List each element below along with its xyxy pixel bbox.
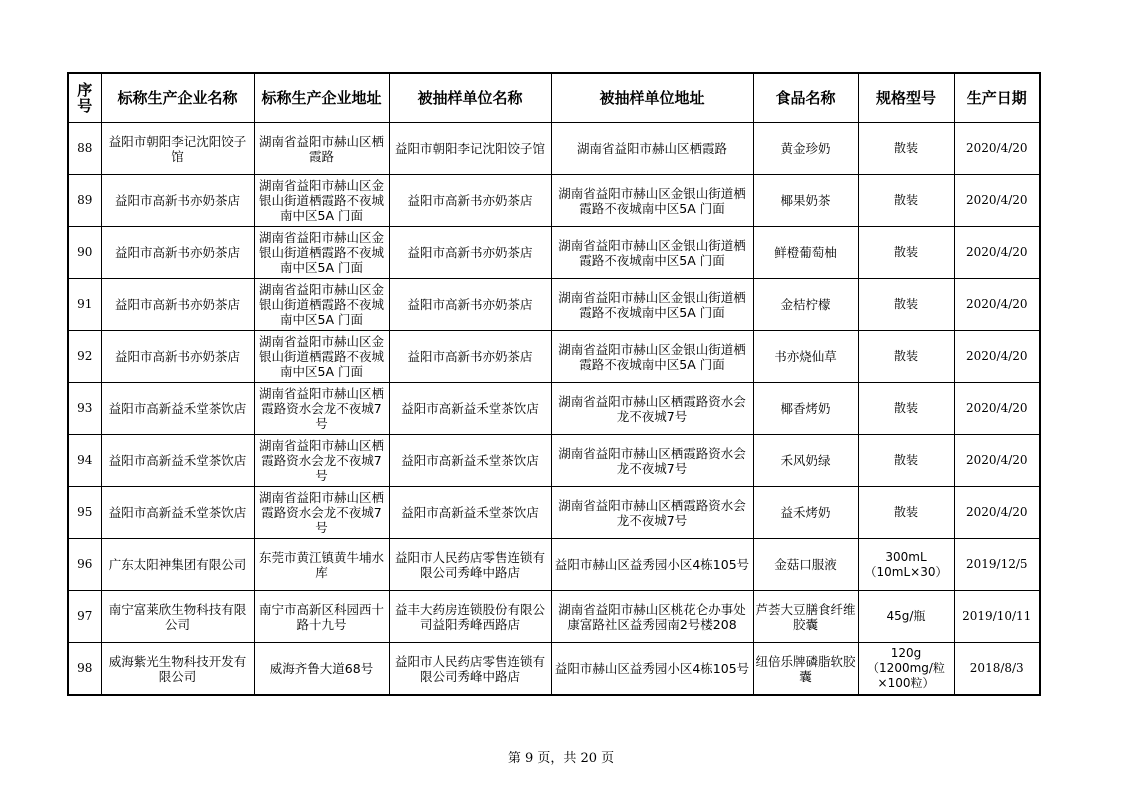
cell-manufacturer-name: 威海紫光生物科技开发有限公司 [101,643,254,696]
cell-serial-number: 94 [68,435,101,487]
cell-production-date: 2020/4/20 [954,123,1040,175]
cell-sampled-unit-address: 湖南省益阳市赫山区栖霞路 [551,123,753,175]
header-manufacturer-address: 标称生产企业地址 [254,73,389,123]
cell-sampled-unit-name: 益阳市高新书亦奶茶店 [389,175,551,227]
cell-manufacturer-address: 湖南省益阳市赫山区栖霞路资水会龙不夜城7号 [254,435,389,487]
cell-serial-number: 97 [68,591,101,643]
cell-production-date: 2019/10/11 [954,591,1040,643]
cell-serial-number: 92 [68,331,101,383]
cell-production-date: 2020/4/20 [954,175,1040,227]
cell-serial-number: 93 [68,383,101,435]
cell-serial-number: 89 [68,175,101,227]
cell-manufacturer-address: 湖南省益阳市赫山区金银山街道栖霞路不夜城南中区5A 门面 [254,227,389,279]
cell-serial-number: 98 [68,643,101,696]
cell-sampled-unit-name: 益阳市高新益禾堂茶饮店 [389,487,551,539]
cell-serial-number: 91 [68,279,101,331]
table-row [68,435,1040,487]
cell-sampled-unit-name: 益丰大药房连锁股份有限公司益阳秀峰西路店 [389,591,551,643]
cell-specification: 散装 [858,227,954,279]
cell-manufacturer-address: 威海齐鲁大道68号 [254,643,389,696]
header-production-date: 生产日期 [954,73,1040,123]
cell-sampled-unit-name: 益阳市高新益禾堂茶饮店 [389,435,551,487]
cell-food-name: 鲜橙葡萄柚 [753,227,858,279]
cell-manufacturer-name: 益阳市高新书亦奶茶店 [101,279,254,331]
cell-food-name: 金菇口服液 [753,539,858,591]
cell-manufacturer-name: 益阳市高新益禾堂茶饮店 [101,487,254,539]
cell-production-date: 2020/4/20 [954,227,1040,279]
cell-manufacturer-name: 益阳市高新益禾堂茶饮店 [101,383,254,435]
cell-food-name: 纽倍乐牌磷脂软胶囊 [753,643,858,696]
cell-manufacturer-name: 益阳市高新书亦奶茶店 [101,227,254,279]
cell-manufacturer-name: 南宁富莱欣生物科技有限公司 [101,591,254,643]
table-row [68,279,1040,331]
cell-production-date: 2018/8/3 [954,643,1040,696]
cell-sampled-unit-name: 益阳市高新书亦奶茶店 [389,227,551,279]
header-food-name: 食品名称 [753,73,858,123]
cell-specification: 散装 [858,383,954,435]
cell-sampled-unit-address: 益阳市赫山区益秀园小区4栋105号 [551,539,753,591]
cell-food-name: 金桔柠檬 [753,279,858,331]
cell-manufacturer-name: 益阳市高新书亦奶茶店 [101,331,254,383]
cell-manufacturer-address: 东莞市黄江镇黄牛埔水库 [254,539,389,591]
table-row [68,227,1040,279]
cell-sampled-unit-name: 益阳市高新书亦奶茶店 [389,279,551,331]
cell-manufacturer-name: 益阳市高新书亦奶茶店 [101,175,254,227]
cell-serial-number: 96 [68,539,101,591]
cell-serial-number: 90 [68,227,101,279]
cell-production-date: 2019/12/5 [954,539,1040,591]
cell-specification: 300mL（10mL×30） [858,539,954,591]
page-footer: 第 9 页，共 20 页 [507,751,615,766]
cell-specification: 45g/瓶 [858,591,954,643]
cell-sampled-unit-address: 湖南省益阳市赫山区金银山街道栖霞路不夜城南中区5A 门面 [551,331,753,383]
cell-food-name: 芦荟大豆膳食纤维胶囊 [753,591,858,643]
cell-food-name: 椰果奶茶 [753,175,858,227]
cell-manufacturer-address: 湖南省益阳市赫山区金银山街道栖霞路不夜城南中区5A 门面 [254,331,389,383]
table-row [68,487,1040,539]
header-manufacturer-name: 标称生产企业名称 [101,73,254,123]
table-row [68,123,1040,175]
table-header-row [68,73,1040,123]
header-sampled-unit-name: 被抽样单位名称 [389,73,551,123]
table-row [68,175,1040,227]
cell-sampled-unit-address: 湖南省益阳市赫山区栖霞路资水会龙不夜城7号 [551,487,753,539]
table-row [68,383,1040,435]
cell-food-name: 益禾烤奶 [753,487,858,539]
cell-production-date: 2020/4/20 [954,383,1040,435]
cell-serial-number: 88 [68,123,101,175]
cell-food-name: 椰香烤奶 [753,383,858,435]
cell-manufacturer-address: 湖南省益阳市赫山区栖霞路 [254,123,389,175]
cell-sampled-unit-address: 湖南省益阳市赫山区栖霞路资水会龙不夜城7号 [551,383,753,435]
cell-sampled-unit-address: 益阳市赫山区益秀园小区4栋105号 [551,643,753,696]
cell-sampled-unit-address: 湖南省益阳市赫山区金银山街道栖霞路不夜城南中区5A 门面 [551,227,753,279]
cell-production-date: 2020/4/20 [954,331,1040,383]
header-serial-number: 序号 [68,73,101,123]
cell-manufacturer-name: 益阳市朝阳李记沈阳饺子馆 [101,123,254,175]
cell-manufacturer-address: 湖南省益阳市赫山区栖霞路资水会龙不夜城7号 [254,487,389,539]
cell-manufacturer-address: 南宁市高新区科园西十路十九号 [254,591,389,643]
cell-production-date: 2020/4/20 [954,279,1040,331]
sampling-results-table [67,72,1041,696]
cell-specification: 散装 [858,331,954,383]
cell-sampled-unit-name: 益阳市朝阳李记沈阳饺子馆 [389,123,551,175]
cell-sampled-unit-address: 湖南省益阳市赫山区金银山街道栖霞路不夜城南中区5A 门面 [551,175,753,227]
cell-serial-number: 95 [68,487,101,539]
cell-food-name: 禾风奶绿 [753,435,858,487]
cell-sampled-unit-address: 湖南省益阳市赫山区栖霞路资水会龙不夜城7号 [551,435,753,487]
cell-sampled-unit-name: 益阳市高新益禾堂茶饮店 [389,383,551,435]
header-sampled-unit-address: 被抽样单位地址 [551,73,753,123]
cell-sampled-unit-address: 湖南省益阳市赫山区金银山街道栖霞路不夜城南中区5A 门面 [551,279,753,331]
cell-specification: 散装 [858,123,954,175]
cell-production-date: 2020/4/20 [954,487,1040,539]
cell-sampled-unit-name: 益阳市人民药店零售连锁有限公司秀峰中路店 [389,643,551,696]
cell-sampled-unit-name: 益阳市人民药店零售连锁有限公司秀峰中路店 [389,539,551,591]
table-row [68,591,1040,643]
cell-manufacturer-address: 湖南省益阳市赫山区金银山街道栖霞路不夜城南中区5A 门面 [254,175,389,227]
header-specification: 规格型号 [858,73,954,123]
cell-manufacturer-name: 广东太阳神集团有限公司 [101,539,254,591]
table-row [68,643,1040,696]
table-row [68,331,1040,383]
cell-specification: 散装 [858,435,954,487]
cell-sampled-unit-name: 益阳市高新书亦奶茶店 [389,331,551,383]
cell-food-name: 书亦烧仙草 [753,331,858,383]
cell-manufacturer-address: 湖南省益阳市赫山区金银山街道栖霞路不夜城南中区5A 门面 [254,279,389,331]
cell-food-name: 黄金珍奶 [753,123,858,175]
cell-sampled-unit-address: 湖南省益阳市赫山区桃花仑办事处康富路社区益秀园南2号楼208 [551,591,753,643]
table-row [68,539,1040,591]
cell-specification: 散装 [858,487,954,539]
cell-production-date: 2020/4/20 [954,435,1040,487]
cell-specification: 散装 [858,279,954,331]
cell-specification: 120g（1200mg/粒×100粒） [858,643,954,696]
table-body [68,123,1040,696]
cell-specification: 散装 [858,175,954,227]
cell-manufacturer-address: 湖南省益阳市赫山区栖霞路资水会龙不夜城7号 [254,383,389,435]
cell-manufacturer-name: 益阳市高新益禾堂茶饮店 [101,435,254,487]
